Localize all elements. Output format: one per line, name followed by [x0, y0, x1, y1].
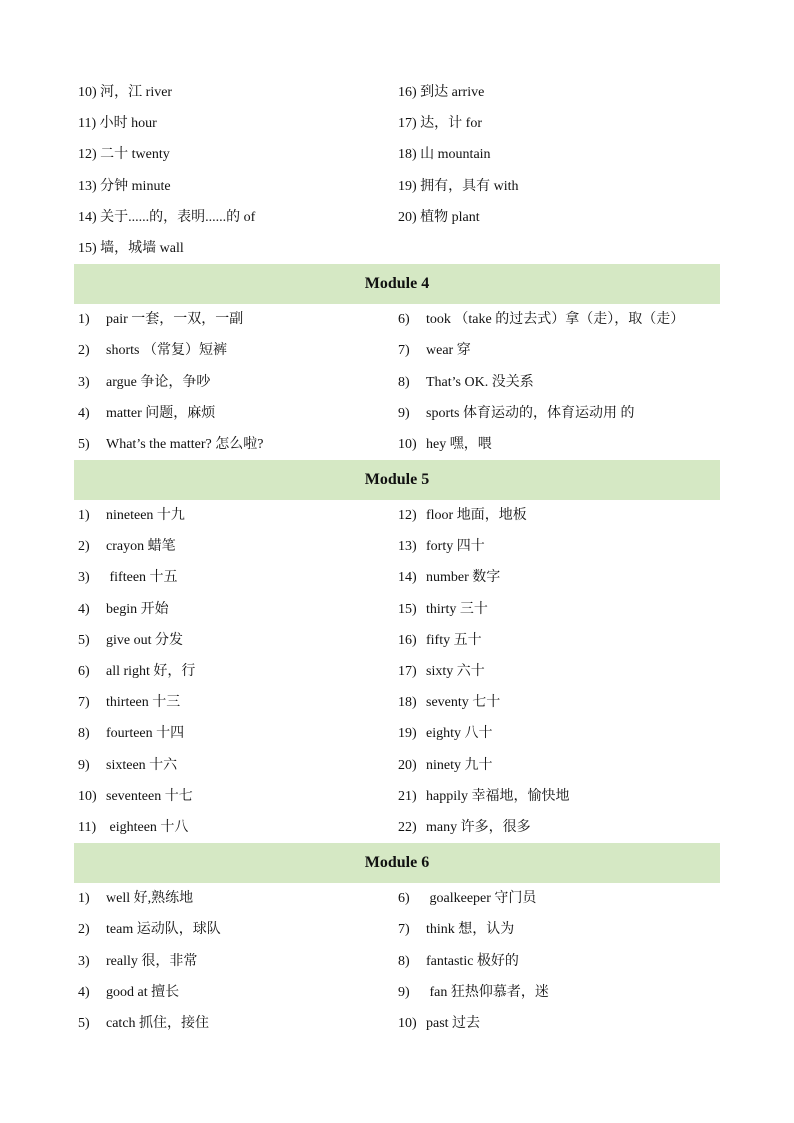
item-number: 2) — [78, 539, 90, 555]
vocab-item-right — [398, 781, 728, 812]
item-text: 墙，城墙 wall — [100, 240, 184, 256]
vocab-row — [74, 77, 720, 108]
item-text: goalkeeper 守门员 — [426, 891, 537, 907]
vocab-row — [74, 367, 720, 398]
vocab-item-left — [78, 781, 394, 812]
vocab-item-right — [398, 367, 728, 398]
item-text: give out 分发 — [106, 632, 183, 648]
vocab-row — [74, 429, 720, 460]
item-number: 9) — [398, 405, 410, 421]
item-number: 16) — [398, 85, 417, 100]
item-text: thirteen 十三 — [106, 695, 181, 711]
vocab-item-left — [78, 139, 394, 170]
vocab-row — [74, 562, 720, 593]
vocab-item-right — [398, 398, 728, 429]
item-number: 15) — [398, 601, 417, 617]
vocab-row — [74, 1008, 720, 1039]
vocab-item-left — [78, 233, 394, 264]
item-text: 分钟 minute — [100, 178, 171, 194]
item-number: 6) — [398, 312, 410, 328]
item-text: well 好,熟练地 — [106, 891, 194, 907]
item-number: 4) — [78, 984, 90, 1000]
item-text: think 想，认为 — [426, 922, 515, 938]
vocab-item-left — [78, 812, 394, 843]
vocab-item-left — [78, 367, 394, 398]
vocab-item-right — [398, 883, 728, 914]
vocab-row — [74, 718, 720, 749]
vocab-item-left — [78, 594, 394, 625]
item-text: thirty 三十 — [426, 601, 488, 617]
item-text: forty 四十 — [426, 539, 485, 555]
item-number: 10) — [398, 1015, 417, 1031]
module-header: Module 5 — [74, 460, 720, 500]
vocab-item-right — [398, 946, 728, 977]
vocab-row — [74, 304, 720, 335]
item-number: 6) — [78, 664, 90, 679]
item-text: 植物 plant — [420, 209, 480, 225]
item-number: 22) — [398, 819, 417, 835]
item-number: 12) — [398, 508, 417, 524]
vocab-row — [74, 171, 720, 202]
item-number: 10) — [78, 788, 97, 804]
vocab-item-left — [78, 687, 394, 718]
item-text: pair 一套，一双，一副 — [106, 312, 244, 328]
item-number: 9) — [398, 984, 410, 1000]
vocab-row — [74, 625, 720, 656]
vocab-item-right — [398, 687, 728, 718]
item-text: number 数字 — [426, 570, 501, 586]
vocab-item-left — [78, 398, 394, 429]
vocab-row — [74, 914, 720, 945]
item-text: fifteen 十五 — [106, 570, 178, 586]
item-number: 3) — [78, 570, 90, 586]
item-text: past 过去 — [426, 1015, 481, 1031]
item-text: fourteen 十四 — [106, 726, 185, 742]
item-text: 拥有，具有 with — [420, 178, 519, 194]
item-number: 5) — [78, 1015, 90, 1031]
vocab-item-right — [398, 812, 728, 843]
vocabulary-page — [74, 77, 720, 1039]
vocab-item-left — [78, 1008, 394, 1039]
vocab-item-right — [398, 562, 728, 593]
item-number: 13) — [78, 178, 97, 194]
item-text: nineteen 十九 — [106, 508, 185, 524]
item-text: good at 擅长 — [106, 984, 180, 1000]
item-text: floor 地面，地板 — [426, 508, 527, 524]
item-number: 7) — [78, 695, 90, 711]
vocab-item-right — [398, 139, 728, 170]
item-text: happily 幸福地，愉快地 — [426, 788, 570, 804]
module-header: Module 6 — [74, 843, 720, 883]
item-text: all right 好，行 — [106, 664, 196, 679]
vocab-item-right — [398, 977, 728, 1008]
item-number: 1) — [78, 508, 90, 524]
vocab-item-left — [78, 625, 394, 656]
vocab-row — [74, 202, 720, 233]
item-number: 2) — [78, 922, 90, 938]
item-text: sports 体育运动的，体育运动用 的 — [426, 405, 635, 421]
module-header: Module 4 — [74, 264, 720, 304]
item-number: 11) — [78, 116, 97, 132]
vocab-item-left — [78, 531, 394, 562]
vocab-row — [74, 139, 720, 170]
item-number: 9) — [78, 757, 90, 773]
vocab-row — [74, 977, 720, 1008]
item-number: 14) — [398, 570, 417, 586]
item-number: 18) — [398, 695, 417, 711]
item-number: 18) — [398, 147, 417, 163]
vocab-row — [74, 812, 720, 843]
vocab-row — [74, 594, 720, 625]
item-number: 4) — [78, 601, 90, 617]
item-number: 15) — [78, 240, 97, 256]
item-number: 2) — [78, 343, 90, 359]
vocab-row — [74, 398, 720, 429]
item-text: ninety 九十 — [426, 757, 493, 773]
item-text: fantastic 极好的 — [426, 953, 519, 969]
vocab-item-left — [78, 977, 394, 1008]
item-number: 4) — [78, 405, 90, 421]
item-text: 山 mountain — [420, 147, 491, 163]
item-text: took （take 的过去式）拿（走），取（走） — [426, 312, 685, 328]
item-text: argue 争论，争吵 — [106, 374, 211, 390]
item-number: 5) — [78, 632, 90, 648]
vocab-item-left — [78, 750, 394, 781]
vocab-item-right — [398, 108, 728, 139]
vocab-item-right — [398, 500, 728, 531]
item-number: 8) — [398, 953, 410, 969]
item-number: 21) — [398, 788, 417, 804]
vocab-item-left — [78, 335, 394, 366]
item-text: 到达 arrive — [420, 85, 485, 100]
item-text: many 许多，很多 — [426, 819, 531, 835]
item-text: 小时 hour — [99, 116, 157, 132]
item-text: team 运动队，球队 — [106, 922, 221, 938]
item-text: 达，计 for — [420, 116, 482, 132]
vocab-row — [74, 335, 720, 366]
vocab-item-left — [78, 946, 394, 977]
vocab-item-right — [398, 656, 728, 687]
vocab-row — [74, 531, 720, 562]
vocab-row — [74, 750, 720, 781]
vocab-row — [74, 233, 720, 264]
vocab-item-right — [398, 77, 728, 108]
vocab-item-left — [78, 562, 394, 593]
item-text: seventy 七十 — [426, 695, 501, 711]
item-number: 1) — [78, 891, 90, 907]
item-text: 二十 twenty — [100, 147, 170, 163]
item-number: 3) — [78, 953, 90, 969]
item-number: 1) — [78, 312, 90, 328]
vocab-item-right — [398, 304, 728, 335]
item-text: crayon 蜡笔 — [106, 539, 176, 555]
vocab-item-left — [78, 171, 394, 202]
vocab-item-left — [78, 304, 394, 335]
item-number: 14) — [78, 209, 97, 225]
vocab-item-right — [398, 718, 728, 749]
item-text: matter 问题，麻烦 — [106, 405, 216, 421]
item-text: seventeen 十七 — [106, 788, 193, 804]
vocab-item-left — [78, 202, 394, 233]
item-number: 12) — [78, 147, 97, 163]
item-text: sixty 六十 — [426, 664, 485, 679]
item-text: sixteen 十六 — [106, 757, 178, 773]
item-text: fan 狂热仰慕者，迷 — [426, 984, 549, 1000]
item-text: 关于......的，表明......的 of — [100, 209, 256, 225]
vocab-item-right — [398, 1008, 728, 1039]
item-number: 8) — [398, 374, 410, 390]
item-number: 6) — [398, 891, 410, 907]
item-number: 19) — [398, 726, 417, 742]
item-text: That’s OK. 没关系 — [426, 374, 534, 390]
vocab-item-right — [398, 335, 728, 366]
item-text: 河，江 river — [100, 85, 173, 100]
item-number: 17) — [398, 664, 417, 679]
item-text: begin 开始 — [106, 601, 169, 617]
vocab-row — [74, 656, 720, 687]
item-number: 17) — [398, 116, 417, 132]
item-number: 3) — [78, 374, 90, 390]
vocab-row — [74, 883, 720, 914]
item-number: 7) — [398, 922, 410, 938]
item-number: 10) — [78, 85, 97, 100]
item-number: 20) — [398, 757, 417, 773]
vocab-item-left — [78, 108, 394, 139]
item-number: 16) — [398, 632, 417, 648]
item-text: eighty 八十 — [426, 726, 493, 742]
vocab-item-left — [78, 656, 394, 687]
item-number: 11) — [78, 819, 97, 835]
item-text: shorts （常复）短裤 — [106, 343, 227, 359]
item-text: really 很，非常 — [106, 953, 198, 969]
vocab-item-left — [78, 883, 394, 914]
item-number: 20) — [398, 209, 417, 225]
vocab-row — [74, 500, 720, 531]
item-text: fifty 五十 — [426, 632, 482, 648]
vocab-row — [74, 687, 720, 718]
vocab-item-left — [78, 500, 394, 531]
vocab-item-right — [398, 202, 728, 233]
vocab-item-left — [78, 77, 394, 108]
item-text: hey 嘿，喂 — [426, 436, 492, 452]
vocab-item-right — [398, 171, 728, 202]
vocab-row — [74, 946, 720, 977]
vocab-row — [74, 108, 720, 139]
item-number: 8) — [78, 726, 90, 742]
vocab-item-right — [398, 914, 728, 945]
item-text: wear 穿 — [426, 343, 471, 359]
item-text: catch 抓住，接住 — [106, 1015, 210, 1031]
item-number: 10) — [398, 436, 417, 452]
vocab-item-right — [398, 531, 728, 562]
item-number: 7) — [398, 343, 410, 359]
vocab-item-left — [78, 429, 394, 460]
item-number: 5) — [78, 436, 90, 452]
item-text: eighteen 十八 — [106, 819, 189, 835]
item-number: 13) — [398, 539, 417, 555]
item-text: What’s the matter? 怎么啦? — [106, 436, 264, 452]
vocab-item-right — [398, 750, 728, 781]
vocab-item-right — [398, 625, 728, 656]
vocab-item-left — [78, 914, 394, 945]
item-number: 19) — [398, 178, 417, 194]
vocab-item-right — [398, 594, 728, 625]
vocab-item-left — [78, 718, 394, 749]
vocab-row — [74, 781, 720, 812]
vocab-item-right — [398, 429, 728, 460]
